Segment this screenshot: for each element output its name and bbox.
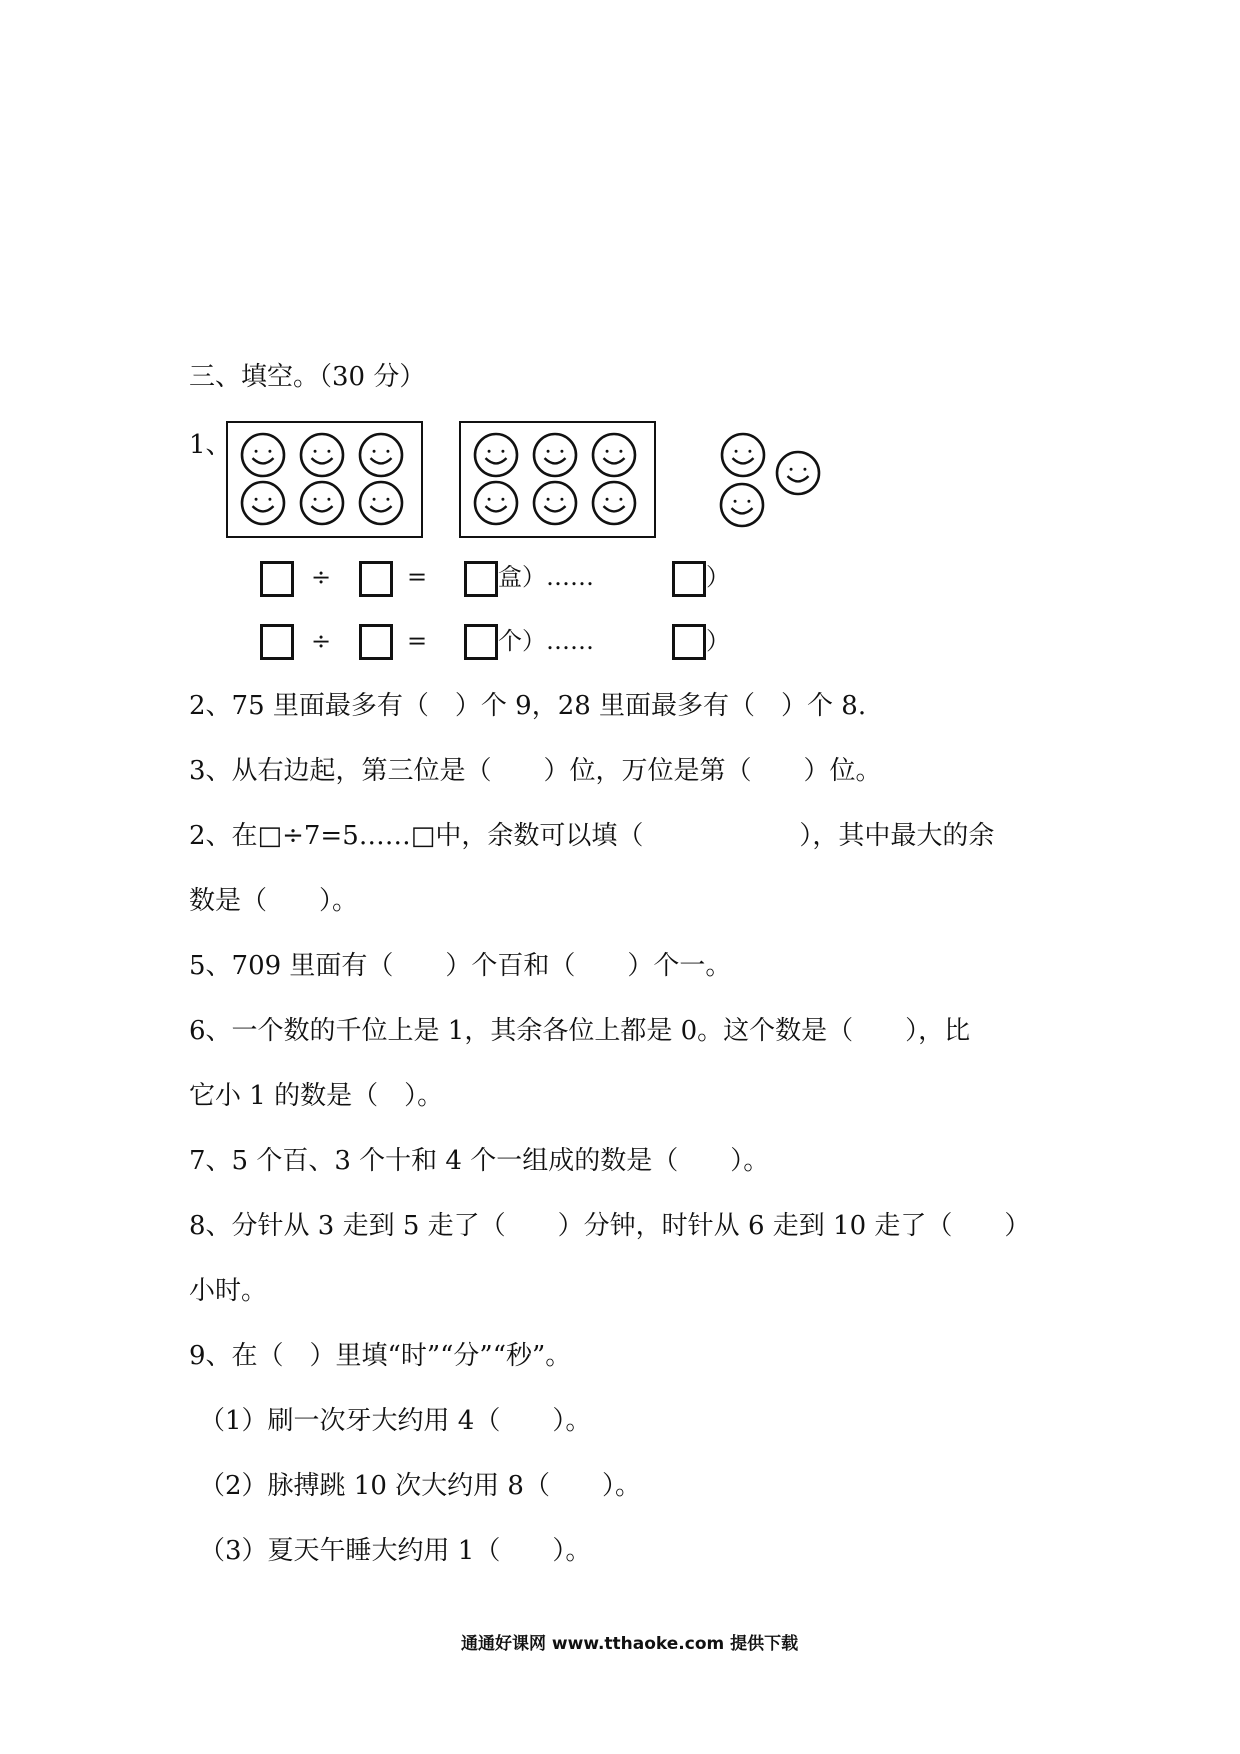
question-1-label: 1、 xyxy=(189,430,232,460)
question-8-line-2: 小时。 xyxy=(189,1276,268,1306)
answer-box[interactable] xyxy=(260,624,294,660)
divide-sign: ÷ xyxy=(311,627,332,655)
question-9-item-2: （2）脉搏跳 10 次大约用 8（ ）。 xyxy=(199,1471,641,1501)
question-9: 9、在（ ）里填“时”“分”“秒”。 xyxy=(189,1341,572,1371)
smiley-face-icon xyxy=(240,480,286,526)
smiley-face-icon xyxy=(358,432,404,478)
question-5: 5、709 里面有（ ）个百和（ ）个一。 xyxy=(189,951,732,981)
answer-box[interactable] xyxy=(359,624,393,660)
question-6-line-2: 它小 1 的数是（ ）。 xyxy=(189,1081,444,1111)
close-paren: ） xyxy=(706,563,730,591)
answer-box[interactable] xyxy=(260,561,294,597)
answer-box[interactable] xyxy=(464,561,498,597)
question-9-item-3: （3）夏天午睡大约用 1（ ）。 xyxy=(199,1536,592,1566)
smiley-face-icon xyxy=(473,480,519,526)
unit-label: 盒）…… xyxy=(498,563,594,591)
smiley-face-icon xyxy=(591,480,637,526)
smiley-face-icon xyxy=(720,432,766,478)
smiley-face-icon xyxy=(358,480,404,526)
question-7: 7、5 个百、3 个十和 4 个一组成的数是（ ）。 xyxy=(189,1146,770,1176)
equals-sign: = xyxy=(407,627,428,655)
smiley-face-icon xyxy=(299,480,345,526)
answer-box[interactable] xyxy=(359,561,393,597)
question-4-line-1: 2、在□÷7=5……□中，余数可以填（ ），其中最大的余 xyxy=(189,821,995,851)
answer-box[interactable] xyxy=(672,624,706,660)
equals-sign: = xyxy=(407,563,428,591)
smiley-face-icon xyxy=(532,480,578,526)
smiley-face-icon xyxy=(719,482,765,528)
section-title: 三、填空。（30 分） xyxy=(189,362,426,392)
smiley-face-icon xyxy=(591,432,637,478)
smiley-face-icon xyxy=(473,432,519,478)
smiley-face-icon xyxy=(775,450,821,496)
smiley-face-icon xyxy=(532,432,578,478)
smiley-face-icon xyxy=(240,432,286,478)
question-9-item-1: （1）刷一次牙大约用 4（ ）。 xyxy=(199,1406,592,1436)
question-6-line-1: 6、一个数的千位上是 1，其余各位上都是 0。这个数是（ ），比 xyxy=(189,1016,971,1046)
smiley-face-icon xyxy=(299,432,345,478)
answer-box[interactable] xyxy=(464,624,498,660)
question-2: 2、75 里面最多有（ ）个 9，28 里面最多有（ ）个 8. xyxy=(189,691,867,721)
unit-label: 个）…… xyxy=(498,627,594,655)
divide-sign: ÷ xyxy=(311,563,332,591)
footer-credit: 通通好课网 www.tthaoke.com 提供下载 xyxy=(461,1634,799,1654)
question-8-line-1: 8、分针从 3 走到 5 走了（ ）分钟，时针从 6 走到 10 走了（ ） xyxy=(189,1211,1031,1241)
close-paren: ） xyxy=(706,627,730,655)
question-4-line-2: 数是（ ）。 xyxy=(189,886,359,916)
question-3: 3、从右边起，第三位是（ ）位，万位是第（ ）位。 xyxy=(189,756,882,786)
answer-box[interactable] xyxy=(672,561,706,597)
